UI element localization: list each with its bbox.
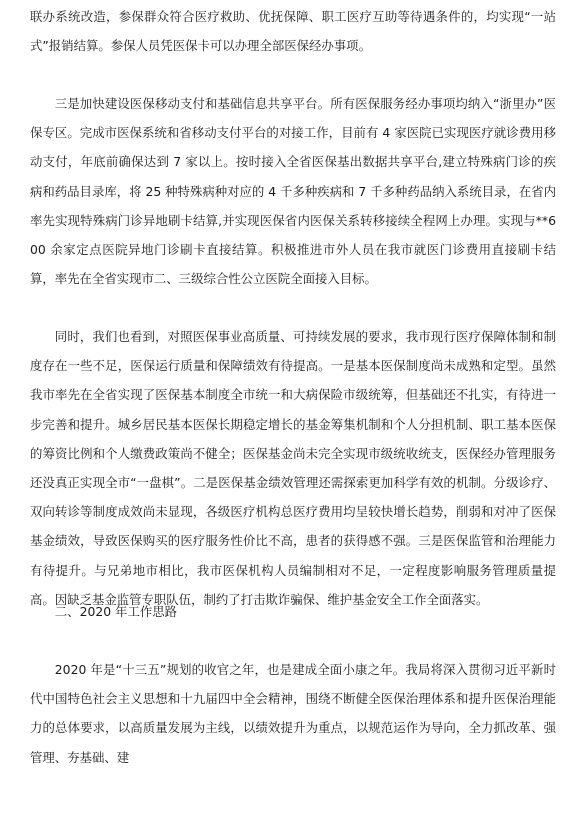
paragraph-2020-plan: 2020 年是“十三五”规划的收官之年，也是建成全面小康之年。我局将深入贯彻习近平新时代中国特色社会主义思想和十九届四中全会精神，围绕不断健全医保治理体系和提升医保治理能力的总体要求，以高质量发展为主线，以绩效提升为重点，以规范运作为导向，全力抓改革、强管理、夯基础、建 (30, 662, 556, 765)
paragraph-continuation: 联办系统改造，参保群众符合医疗救助、优抚保障、职工医疗互助等待遇条件的，均实现“一站式”报销结算。参保人员凭医保卡可以办理全部医保经办事项。 (30, 9, 556, 54)
paragraph-mobile-payment: 三是加快建设医保移动支付和基础信息共享平台。所有医保服务经办事项均纳入“浙里办”医保专区。完成市医保系统和省移动支付平台的对接工作，目前有 4 家医院已实现医疗就诊费用移动支付，年底前确保达到 7 家以上。按时接入全省医保基出数据共享平台,建立特殊病门诊的疾病和药品目录库，将 25 种特殊病种对应的 4 千多种疾病和 7 千多种药品纳入系统目录，在省内率先实现特殊病门诊异地刷卡结算,并实现医保省内医保关系转移接续全程网上办理。实现与**600 余家定点医院异地门诊刷卡直接结算。积极推进市外人员在我市就医门诊费用直接刷卡结算，率先在全省实现市二、三级综合性公立医院全面接入目标。 (30, 96, 557, 287)
section-heading: 二、2020 年工作思路 (54, 604, 178, 619)
paragraph-shortcomings: 同时，我们也看到，对照医保事业高质量、可持续发展的要求，我市现行医疗保障体制和制度存在一些不足，医保运行质量和保障绩效有待提高。一是基本医保制度尚未成熟和定型。虽然我市率先在全省实现了医保基本制度全市统一和大病保险市级统筹，但基础还不扎实，有待进一步完善和提升。城乡居民基本医保长期稳定增长的基金筹集机制和个人分担机制、职工基本医保的筹资比例和个人缴费政策尚不健全；医保基金尚未完全实现市级统收统支，医保经办管理服务还没真正实现全市“一盘棋”。二是医保基金绩效管理还需探索更加科学有效的机制。分级诊疗、双向转诊等制度成效尚未显现，各级医疗机构总医疗费用均呈较快增长趋势，削弱和对冲了医保基金绩效，导致医保购买的医疗服务性价比不高，患者的获得感不强。三是医保监管和治理能力有待提升。与兄弟地市相比，我市医保机构人员编制相对不足，一定程度影响服务管理质量提高。因缺乏基金监管专职队伍，制约了打击欺诈骗保、维护基金安全工作全面落实。 (30, 329, 556, 607)
